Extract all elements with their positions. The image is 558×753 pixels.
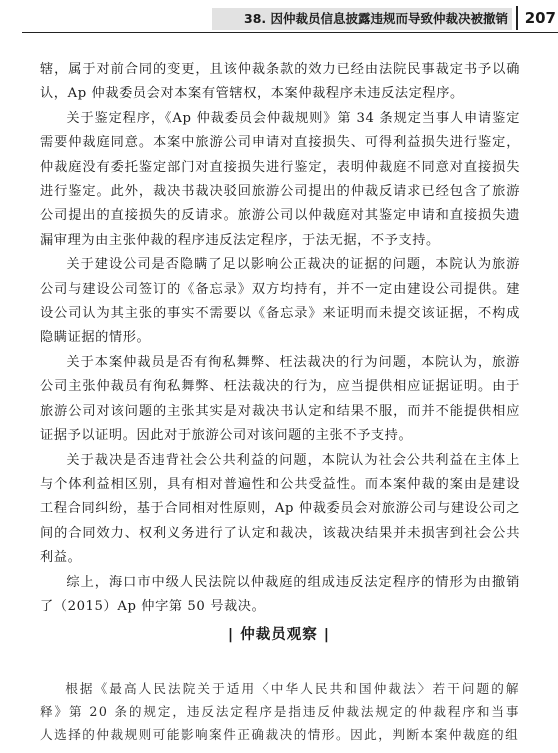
paragraph-public-interest: 关于裁决是否违背社会公共利益的问题，本院认为社会公共利益在主体上与个体利益相区别，具有相对普遍性和公共受益性。而本案仲裁的案由是建设工程合同纠纷，基于合同相对性原则，Ap 仲裁委员会对旅游公司与建设公司之间的合同效力、权利义务进行了认定和裁决，该裁决结果并未损害到社会公共利益。: [40, 452, 520, 566]
commentary-text: [40, 677, 520, 746]
page-number: 207: [524, 9, 556, 27]
running-header: [22, 6, 558, 33]
main-text: [40, 58, 520, 619]
paragraph-conclusion: 综上，海口市中级人民法院以仲裁庭的组成违反法定程序的情形为由撤销了（2015）Ap 仲字第 50 号裁决。: [40, 574, 520, 614]
paragraph-appraisal-procedure: 关于鉴定程序，《Ap 仲裁委员会仲裁规则》第 34 条规定当事人申请鉴定需要仲裁庭同意。本案中旅游公司申请对直接损失、可得利益损失进行鉴定，仲裁庭没有委托鉴定部门对直接损失进行鉴定，表明仲裁庭不同意对直接损失进行鉴定。此外，裁决书裁决驳回旅游公司提出的仲裁反请求已经包含了旅游公司提出的直接损失的反请求。旅游公司以仲裁庭对其鉴定申请和直接损失遗漏审理为由主张仲裁的程序违反法定程序，于法无据，不予支持。: [40, 110, 520, 248]
paragraph-continuation: 辖，属于对前合同的变更，且该仲裁条款的效力已经由法院民事裁定书予以确认，Ap 仲裁委员会对本案有管辖权，本案仲裁程序未违反法定程序。: [40, 62, 520, 102]
header-divider: [516, 6, 518, 30]
paragraph-concealed-evidence: 关于建设公司是否隐瞒了足以影响公正裁决的证据的问题，本院认为旅游公司与建设公司签订的《备忘录》双方均持有，并不一定由建设公司提供。建设公司认为其主张的事实不需要以《备忘录》来证明而未提交该证据，不构成隐瞒证据的情形。: [40, 257, 520, 346]
commentary-paragraph: 根据《最高人民法院关于适用〈中华人民共和国仲裁法〉若干问题的解释》第 20 条的规定，违反法定程序是指违反仲裁法规定的仲裁程序和当事人选择的仲裁规则可能影响案件正确裁决的情形。因此，判断本案仲裁庭的组: [40, 681, 520, 742]
paragraph-arbitrator-misconduct: 关于本案仲裁员是否有徇私舞弊、枉法裁决的行为问题，本院认为，旅游公司主张仲裁员有徇私舞弊、枉法裁决的行为，应当提供相应证据证明。由于旅游公司对该问题的主张其实是对裁决书认定和结果不服，而并不能提供相应证据予以证明。因此对于旅游公司对该问题的主张不予支持。: [40, 354, 520, 444]
chapter-title: 38. 因仲裁员信息披露违规而导致仲裁决被撤销: [244, 11, 508, 26]
section-heading: | 仲裁员观察 |: [227, 627, 331, 643]
